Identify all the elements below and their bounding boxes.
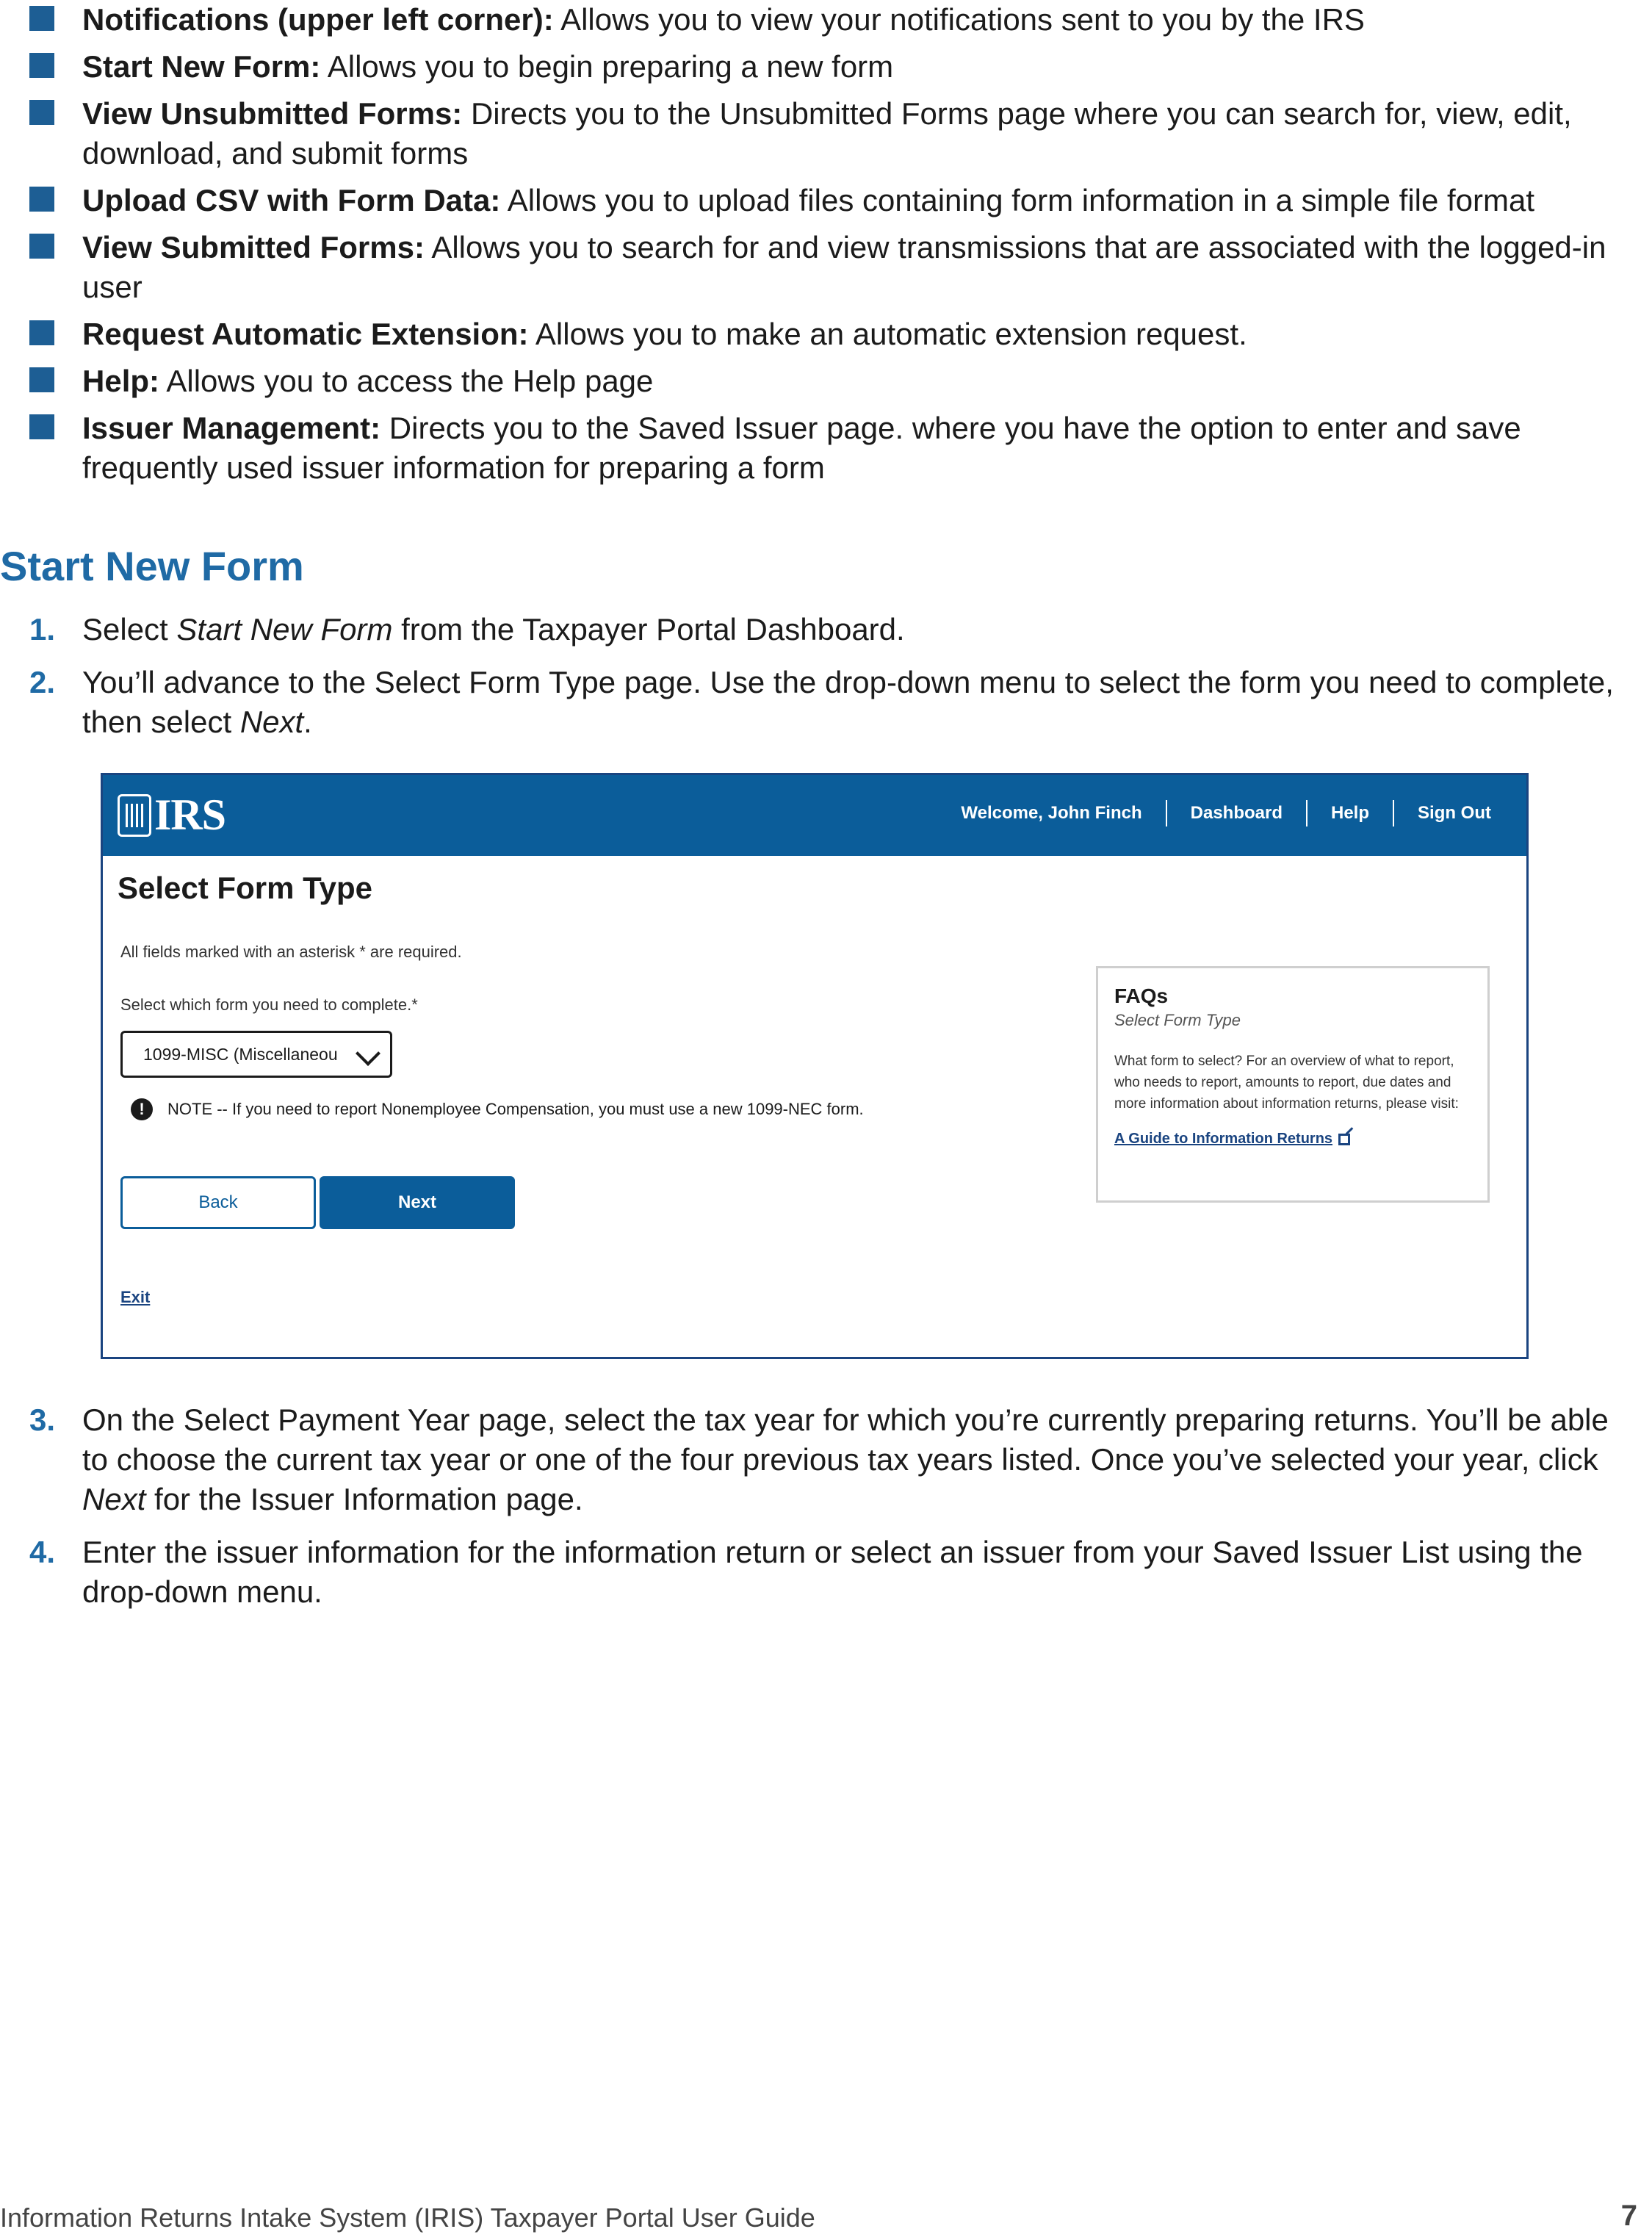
steps-list-bottom [29, 1400, 1638, 1625]
select-form-type-screenshot [101, 773, 1529, 1359]
chevron-down-icon [356, 1041, 380, 1066]
nec-note [131, 1098, 864, 1120]
exit-link[interactable]: Exit [120, 1288, 151, 1306]
external-link-icon [1338, 1134, 1350, 1145]
bullet-square-icon [29, 100, 54, 125]
bullet-square-icon [29, 6, 54, 31]
page-title: Select Form Type [118, 871, 372, 905]
list-item: View Unsubmitted Forms: Directs you to the Unsubmitted Forms page where you can search for, view, edit, download, and submit forms [29, 94, 1645, 173]
nav-dashboard-link[interactable]: Dashboard [1190, 803, 1283, 823]
step-item: 2. You’ll advance to the Select Form Type page. Use the drop-down menu to select the form you need to complete, then select Next. [29, 665, 1614, 739]
irs-eagle-icon [118, 794, 151, 837]
list-item: Start New Form: Allows you to begin preparing a new form [29, 47, 1645, 87]
note-text: NOTE -- If you need to report Nonemployee Compensation, you must use a new 1099-NEC form. [167, 1100, 864, 1118]
guide-link[interactable]: A Guide to Information Returns [1114, 1131, 1471, 1148]
form-type-select[interactable] [120, 1031, 392, 1078]
list-item: Request Automatic Extension: Allows you to make an automatic extension request. [29, 314, 1645, 354]
back-button[interactable]: Back [120, 1176, 316, 1229]
irs-logo[interactable]: IRS [118, 790, 226, 840]
nav-help-link[interactable]: Help [1331, 803, 1370, 823]
list-item: Notifications (upper left corner): Allows you to view your notifications sent to you by the IRS [29, 0, 1645, 40]
faq-panel [1096, 966, 1490, 1203]
step-item: 3. On the Select Payment Year page, select the tax year for which you’re currently preparing returns. You’ll be able to choose the current tax year or one of the four previous tax years listed. Once you’ve selected your year, click Next for the Issuer Information page. [29, 1402, 1609, 1516]
nav-sign-out-link[interactable]: Sign Out [1418, 803, 1491, 823]
welcome-text: Welcome, John Finch [961, 803, 1142, 823]
list-item: Issuer Management: Directs you to the Saved Issuer page. where you have the option to enter and save frequently used issuer information for preparing a form [29, 408, 1645, 488]
required-note: All fields marked with an asterisk * are required. [120, 943, 462, 961]
feature-list [29, 0, 1645, 495]
page-number: 7 [1620, 2200, 1637, 2232]
site-header [103, 775, 1526, 856]
faq-subheading: Select Form Type [1114, 1011, 1241, 1029]
next-button[interactable]: Next [320, 1176, 515, 1229]
list-item: Help: Allows you to access the Help page [29, 361, 1645, 401]
bullet-square-icon [29, 53, 54, 78]
steps-list-top [29, 610, 1638, 755]
form-select-label: Select which form you need to complete.* [120, 995, 418, 1014]
top-nav [961, 800, 1491, 827]
step-item: 1. Select Start New Form from the Taxpayer Portal Dashboard. [29, 612, 905, 647]
step-item: 4. Enter the issuer information for the information return or select an issuer from your Saved Issuer List using the drop-down menu. [29, 1535, 1583, 1609]
footer-title: Information Returns Intake System (IRIS) Taxpayer Portal User Guide [0, 2203, 815, 2233]
nav-divider [1166, 800, 1167, 827]
bullet-square-icon [29, 414, 54, 439]
bullet-square-icon [29, 320, 54, 345]
faq-body: What form to select? For an overview of what to report, who needs to report, amounts to report, due dates and more information about information returns, please visit: [1114, 1054, 1459, 1112]
section-title: Start New Form [0, 543, 304, 589]
nav-divider [1393, 800, 1394, 827]
list-item: Upload CSV with Form Data: Allows you to upload files containing form information in a simple file format [29, 181, 1645, 220]
nav-divider [1306, 800, 1307, 827]
bullet-square-icon [29, 367, 54, 392]
form-type-select-value: 1099-MISC (Miscellaneou [143, 1045, 338, 1064]
list-item: View Submitted Forms: Allows you to search for and view transmissions that are associated with the logged-in user [29, 228, 1645, 307]
alert-icon: ! [131, 1098, 153, 1120]
bullet-square-icon [29, 187, 54, 212]
bullet-square-icon [29, 234, 54, 259]
faq-heading: FAQs [1114, 984, 1169, 1007]
